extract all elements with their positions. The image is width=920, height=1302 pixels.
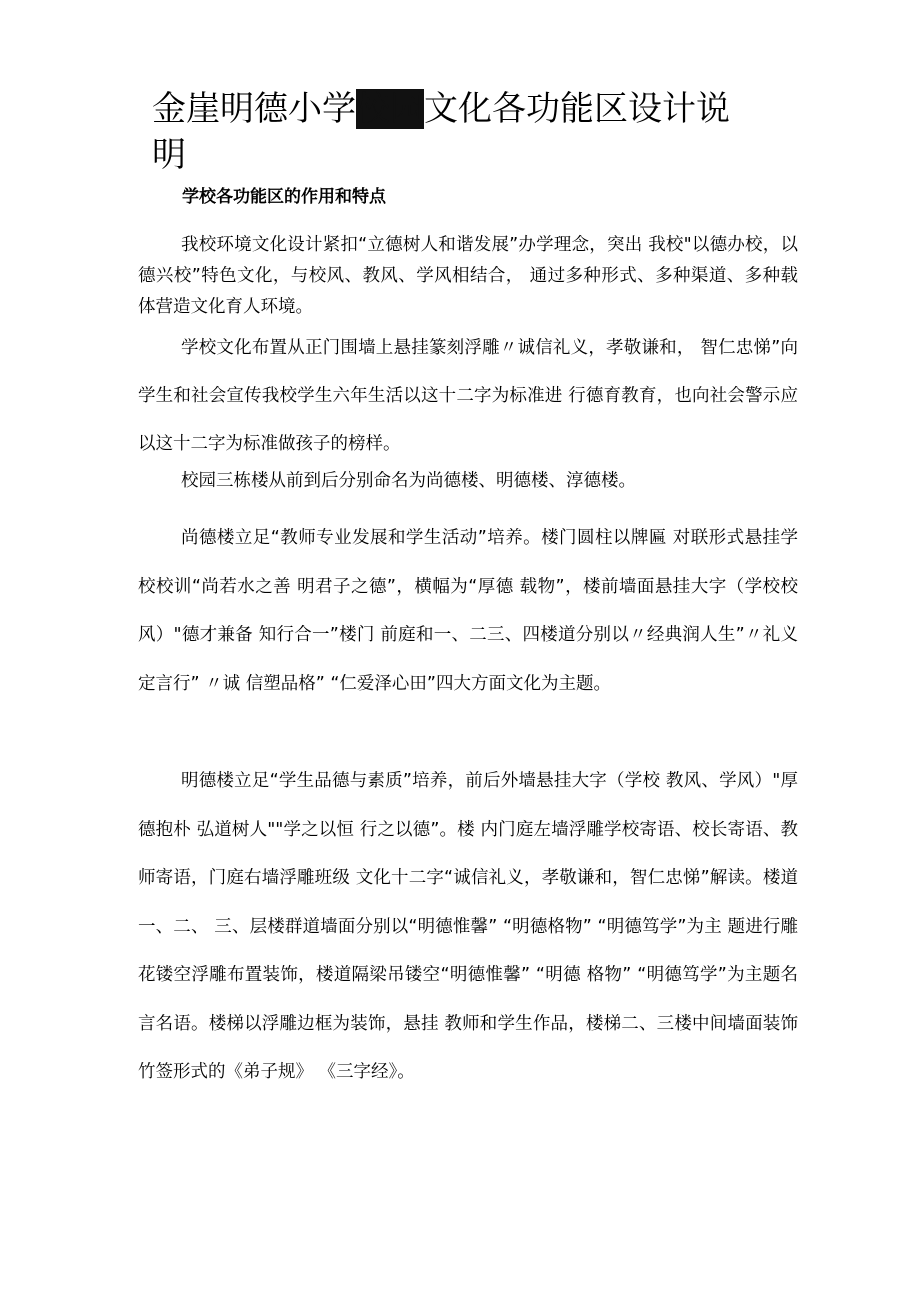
document-title (152, 86, 752, 178)
title-text-end: 文化各功能区设计说明 (152, 89, 730, 175)
paragraph-buildings: 校园三栋楼从前到后分别命名为尚德楼、明德楼、淳德楼。 (181, 471, 636, 491)
section-heading: 学校各功能区的作用和特点 (182, 187, 386, 207)
title-text-start: 金崖明德小学 (152, 89, 356, 129)
redacted-block: 校园 (356, 89, 424, 129)
paragraph-intro: 我校环境文化设计紧扣“立德树人和谐发展”办学理念，突出 我校"以德办校，以德兴校”特色文化，与校风、教风、学风相结合， 通过多种形式、多种渠道、多种载体营造文化育人环境。 (138, 235, 798, 317)
paragraph-mingde-building: 明德楼立足“学生品德与素质”培养，前后外墙悬挂大字（学校 教风、学风）"厚德抱朴 弘道树人""学之以恒 行之以德”。楼 内门庭左墙浮雕学校寄语、校长寄语、教师寄语，门庭右墙浮雕班级 文化十二字“诚信礼义，孝敬谦和，智仁忠悌”解读。楼道一、二、 三、层楼群道墙面分别以“明德惟馨” “明德格物” “明德笃学”为主 题进行雕花镂空浮雕布置装饰，楼道隔梁吊镂空“明德惟馨” “明德 格物” “明德笃学”为主题名言名语。楼梯以浮雕边框为装饰，悬挂 教师和学生作品，楼梯二、三楼中间墙面装饰竹签形式的《弟子规》 《三字经》。 (138, 771, 798, 1082)
paragraph-shangde-building: 尚德楼立足“教师专业发展和学生活动”培养。楼门圆柱以牌匾 对联形式悬挂学校校训“尚若水之善 明君子之德”，横幅为“厚德 载物”，楼前墙面悬挂大字（学校校风）"德才兼备 知行合一”楼门 前庭和一、二三、四楼道分别以〃经典润人生”〃礼义定言行” 〃诚 信塑品格” “仁爱泽心田”四大方面文化为主题。 (138, 528, 798, 694)
paragraph-gate-wall: 学校文化布置从正门围墙上悬挂篆刻浮雕〃诚信礼义，孝敬谦和， 智仁忠悌”向学生和社会宣传我校学生六年生活以这十二字为标准进 行德育教育，也向社会警示应以这十二字为标准做孩子的榜样。 (138, 338, 798, 454)
